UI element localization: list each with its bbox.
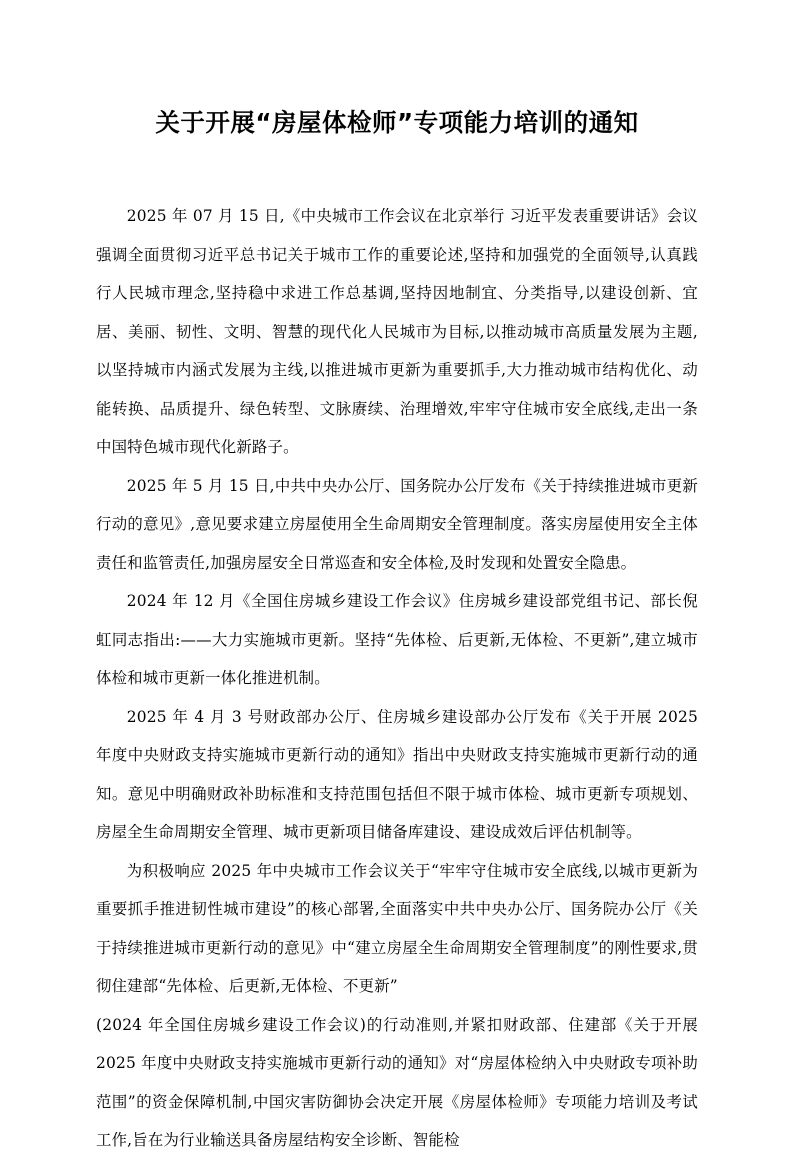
paragraph: 2025 年 07 月 15 日,《中央城市工作会议在北京举行 习近平发表重要讲话》会议强调全面贯彻习近平总书记关于城市工作的重要论述,坚持和加强党的全面领导,认真践行人民城市理念,坚持稳中求进工作总基调,坚持因地制宜、分类指导,以建设创新、宜居、美丽、韧性、文明、智慧的现代化人民城市为目标,以推动城市高质量发展为主题,以坚持城市内涵式发展为主线,以推进城市更新为重要抓手,大力推动城市结构优化、动能转换、品质提升、绿色转型、文脉赓续、治理增效,牢牢守住城市安全底线,走出一条中国特色城市现代化新路子。: [96, 207, 698, 457]
paragraph: 2025 年 4 月 3 号财政部办公厅、住房城乡建设部办公厅发布《关于开展 2025 年度中央财政支持实施城市更新行动的通知》指出中央财政支持实施城市更新行动的通知。意见中明确财政补助标准和支持范围包括但不限于城市体检、城市更新专项规划、房屋全生命周期安全管理、城市更新项目储备库建设、建设成效后评估机制等。: [96, 707, 698, 842]
paragraph: 2024 年 12 月《全国住房城乡建设工作会议》住房城乡建设部党组书记、部长倪虹同志指出:——大力实施城市更新。坚持“先体检、后更新,无体检、不更新”,建立城市体检和城市更新一体化推进机制。: [96, 592, 698, 688]
page-title: 关于开展“房屋体检师”专项能力培训的通知: [155, 108, 639, 137]
paragraph: 2025 年 5 月 15 日,中共中央办公厅、国务院办公厅发布《关于持续推进城市更新行动的意见》,意见要求建立房屋使用全生命周期安全管理制度。落实房屋使用安全主体责任和监管责任,加强房屋安全日常巡查和安全体检,及时发现和处置安全隐患。: [96, 476, 698, 572]
paragraph: (2024 年全国住房城乡建设工作会议)的行动准则,并紧扣财政部、住建部《关于开展 2025 年度中央财政支持实施城市更新行动的通知》对“房屋体检纳入中央财政专项补助范围”的资金保障机制,中国灾害防御协会决定开展《房屋体检师》专项能力培训及考试工作,旨在为行业输送具备房屋结构安全诊断、智能检: [96, 1015, 698, 1150]
document-body: [96, 197, 698, 1160]
paragraph: 为积极响应 2025 年中央城市工作会议关于“牢牢守住城市安全底线,以城市更新为重要抓手推进韧性城市建设”的核心部署,全面落实中共中央办公厅、国务院办公厅《关于持续推进城市更新行动的意见》中“建立房屋全生命周期安全管理制度”的刚性要求,贯彻住建部“先体检、后更新,无体检、不更新”: [96, 861, 698, 996]
